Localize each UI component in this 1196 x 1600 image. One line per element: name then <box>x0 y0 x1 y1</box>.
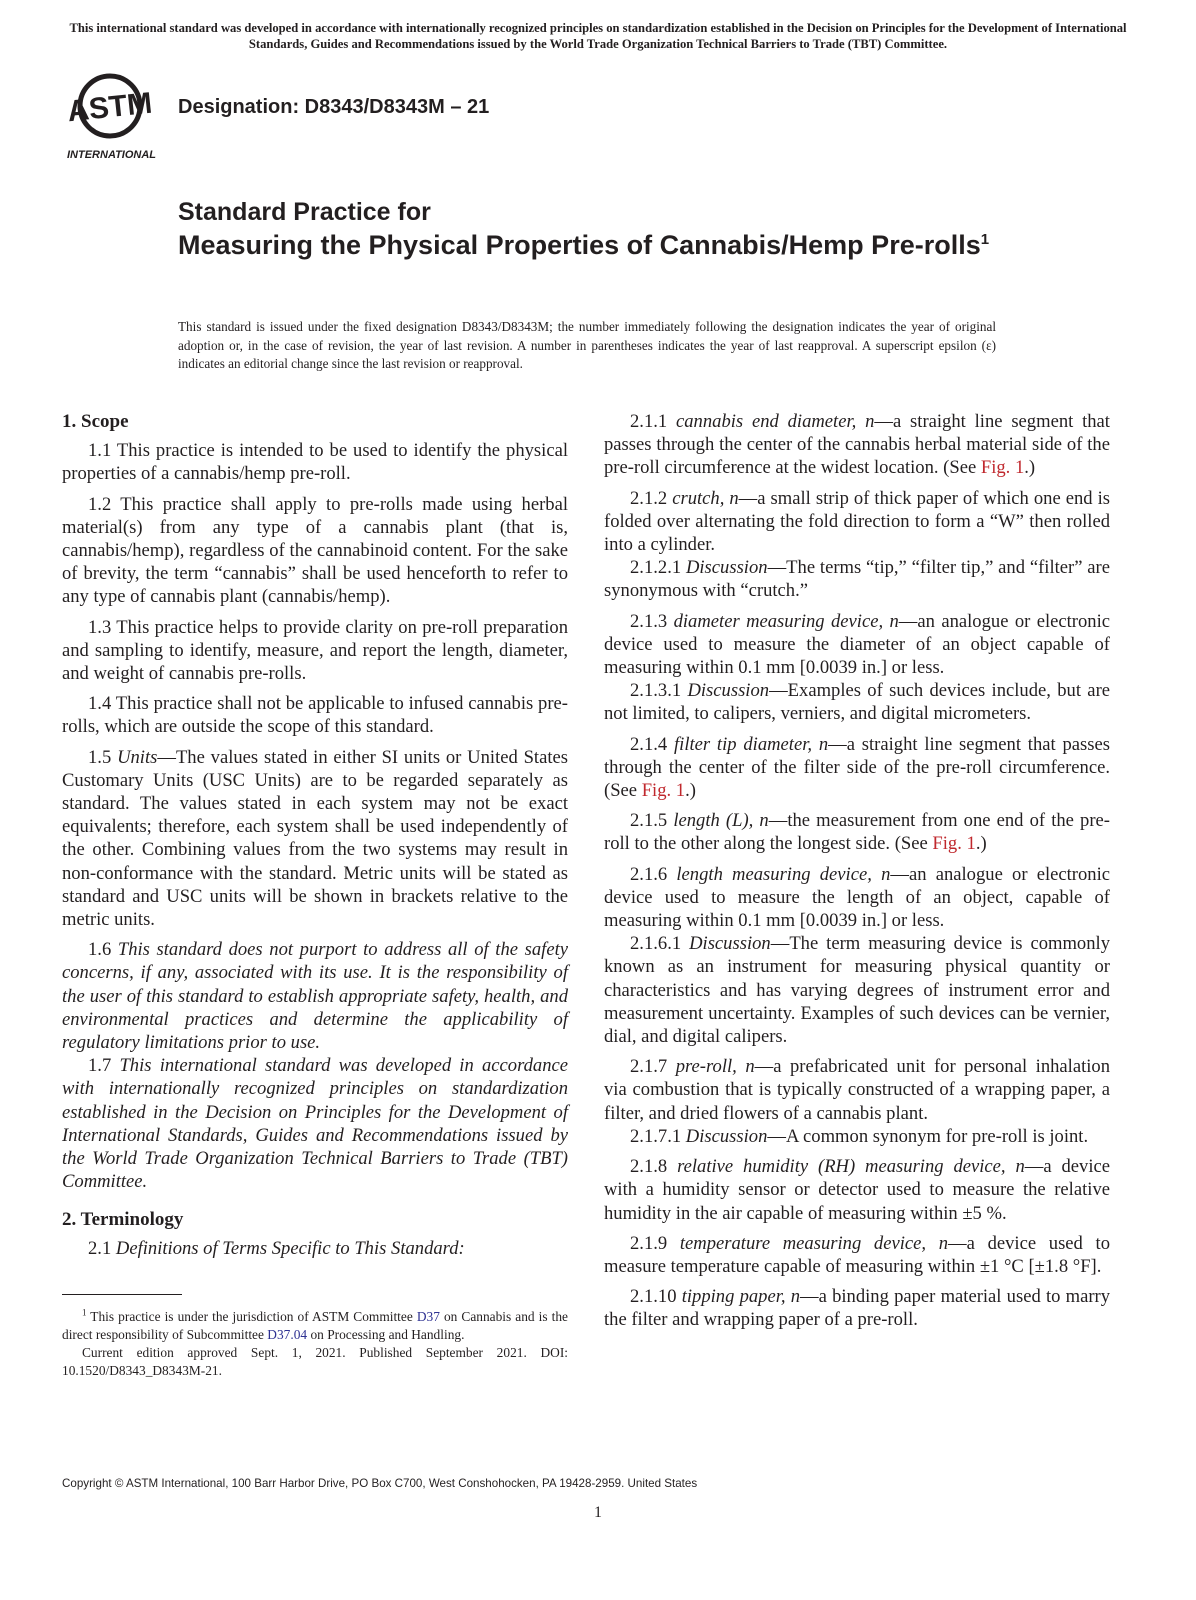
title-block <box>178 198 1018 261</box>
def-2-1-2-1: 2.1.2.1 Discussion—The terms “tip,” “filter tip,” and “filter” are synonymous with “crutch.” <box>604 557 1111 602</box>
def-2-1-7: 2.1.7 pre-roll, n—a prefabricated unit for personal inhalation via combustion that is typically constructed of a wrapping paper, a filter, and dried flowers of a cannabis plant. <box>604 1056 1111 1124</box>
fig-1-link[interactable]: Fig. 1 <box>641 780 686 802</box>
def-2-1-10: 2.1.10 tipping paper, n—a binding paper material used to marry the filter and wrapping paper of a pre-roll. <box>604 1286 1110 1331</box>
def-2-1-5: 2.1.5 length (L), n—the measurement from one end of the pre-roll to the other along the longest side. (See Fig. 1.) <box>604 810 1110 855</box>
title-main: Measuring the Physical Properties of Cannabis/Hemp Pre-rolls$^1$ <box>178 230 990 260</box>
footnote <box>62 1308 568 1380</box>
def-2-1-7-1: 2.1.7.1 Discussion—A common synonym for pre-roll is joint. <box>630 1125 1089 1147</box>
footnote-rule <box>62 1294 182 1295</box>
top-notice: This international standard was developed in accordance with internationally recognized principles on standardization established in the Decision on Principles for the Development of International Standards, Guides and Recommendations issued by the World Trade Organization Technical Barriers to Trade (TBT) Committee. <box>69 21 1127 51</box>
footnote-edition: Current edition approved Sept. 1, 2021. Published September 2021. DOI: 10.1520/D8343_D8343M-21. <box>62 1345 568 1378</box>
fig-1-link[interactable]: Fig. 1 <box>932 833 976 855</box>
def-2-1-8: 2.1.8 relative humidity (RH) measuring device, n—a device with a humidity sensor or detector used to measure the relative humidity in the air capable of measuring within ±5 %. <box>604 1156 1110 1224</box>
subcommittee-d37-04-link[interactable]: D37.04 <box>267 1327 308 1342</box>
issue-note: This standard is issued under the fixed designation D8343/D8343M; the number immediately following the designation indicates the year of original adoption or, in the case of revision, the year of last revision. A number in parentheses indicates the year of last reapproval. A superscript epsilon (ε) indicates an editorial change since the last revision or reapproval. <box>178 319 996 371</box>
logo-subtext: INTERNATIONAL <box>67 149 157 161</box>
page-number: 1 <box>594 1504 602 1521</box>
def-2-1-3-1: 2.1.3.1 Discussion—Examples of such devices include, but are not limited, to calipers, verniers, and digital micrometers. <box>604 680 1111 725</box>
copyright: Copyright © ASTM International, 100 Barr Harbor Drive, PO Box C700, West Conshohocken, PA 19428-2959. United States <box>62 1477 698 1490</box>
def-2-1-4: 2.1.4 filter tip diameter, n—a straight line segment that passes through the center of the filter side of the pre-roll circumference. (See Fig. 1.) <box>604 733 1110 802</box>
committee-d37-link[interactable]: D37 <box>416 1309 440 1324</box>
title-footnote-ref[interactable]: 1 <box>980 231 990 248</box>
para-1-4: 1.4 This practice shall not be applicable to infused cannabis pre-rolls, which are outside the scope of this standard. <box>62 693 568 738</box>
para-1-6: 1.6 This standard does not purport to address all of the safety concerns, if any, associated with its use. It is the responsibility of the user of this standard to establish appropriate safety, health, and environmental practices and determine the applicability of regulatory limitations prior to use. <box>62 939 569 1054</box>
astm-logo <box>66 70 164 162</box>
para-1-5: 1.5 Units—The values stated in either SI units or United States Customary Units (USC Units) are to be regarded separately as standard. The values stated in each system may not be exact equivalents; therefore, each system shall be used independently of the other. Combining values from the two systems may result in non-conformance with the standard. Metric units will be stated as standard and USC units will be shown in brackets relative to the metric units. <box>62 746 569 931</box>
def-2-1-1: 2.1.1 cannabis end diameter, n—a straight line segment that passes through the center of the cannabis herbal material side of the pre-roll circumference at the widest location. (See Fig. 1.) <box>604 411 1110 479</box>
para-1-1: 1.1 This practice is intended to be used to identify the physical properties of a cannabis/hemp pre-roll. <box>62 440 568 485</box>
def-2-1-2: 2.1.2 crutch, n—a small strip of thick paper of which one end is folded over alternating the fold direction to form a “W” then rolled into a cylinder. <box>604 487 1110 556</box>
fig-1-link[interactable]: Fig. 1 <box>980 457 1025 479</box>
right-column <box>604 410 1110 1339</box>
def-2-1-3: 2.1.3 diameter measuring device, n—an analogue or electronic device used to measure the diameter of an object capable of measuring within 0.1 mm [0.0039 in.] or less. <box>604 610 1111 679</box>
para-1-7: 1.7 This international standard was developed in accordance with internationally recognized principles on standardization established in the Decision on Principles for the Development of International Standards, Guides and Recommendations issued by the World Trade Organization Technical Barriers to Trade (TBT) Committee. <box>62 1055 569 1193</box>
para-1-3: 1.3 This practice helps to provide clarity on pre-roll preparation and sampling to identify, measure, and report the length, diameter, and weight of cannabis pre-rolls. <box>62 616 568 685</box>
scope-heading: 1. Scope <box>62 411 129 432</box>
def-2-1-9: 2.1.9 temperature measuring device, n—a device used to measure temperature capable of measuring within ±1 °C [±1.8 °F]. <box>604 1232 1111 1277</box>
logo-text: ASTM <box>66 86 154 129</box>
footnote-jurisdiction: $^1$ This practice is under the jurisdiction of ASTM Committee D37 on Cannabis and is the direct responsibility of Subcommittee D37.04 on Processing and Handling. <box>62 1307 569 1342</box>
para-2-1: 2.1 Definitions of Terms Specific to This Standard: <box>88 1237 465 1259</box>
designation: Designation: D8343/D8343M – 21 <box>178 96 490 118</box>
left-column <box>62 410 568 1267</box>
def-2-1-6-1: 2.1.6.1 Discussion—The term measuring device is commonly known as an instrument for measuring physical quantity or characteristics and has varying degrees of instrument error and measurement uncertainty. Examples of such devices can be vernier, dial, and digital calipers. <box>604 933 1110 1048</box>
para-1-2: 1.2 This practice shall apply to pre-rolls made using herbal material(s) from any type of a cannabis plant (that is, cannabis/hemp), regardless of the cannabinoid content. For the sake of brevity, the term “cannabis” shall be used henceforth to refer to any type of cannabis plant (cannabis/hemp). <box>62 493 568 608</box>
def-2-1-6: 2.1.6 length measuring device, n—an analogue or electronic device used to measure the length of an object, capable of measuring within 0.1 mm [0.0039 in.] or less. <box>604 863 1110 932</box>
terminology-heading: 2. Terminology <box>62 1208 184 1230</box>
title-line1: Standard Practice for <box>178 198 431 226</box>
